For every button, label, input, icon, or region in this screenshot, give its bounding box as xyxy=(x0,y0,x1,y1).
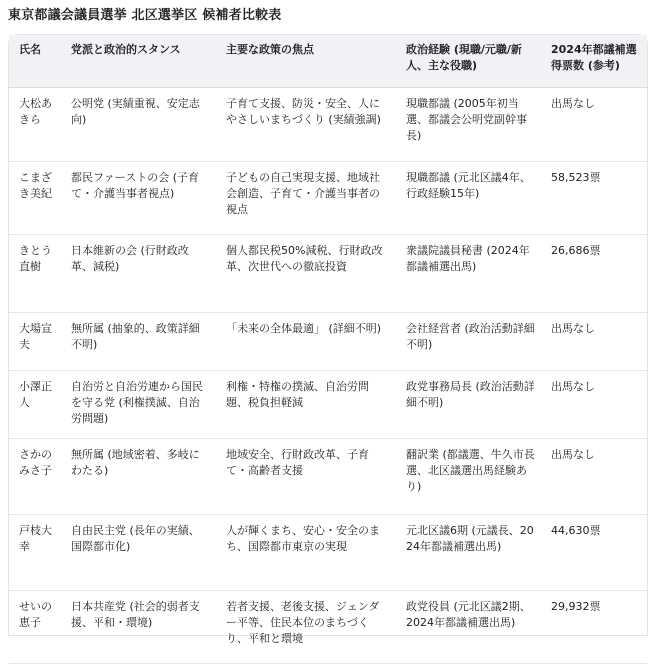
candidate-name: 小澤正人 xyxy=(9,370,61,438)
candidate-experience: 現職都議 (元北区議4年、行政経験15年) xyxy=(396,161,541,234)
candidate-name: せいの恵子 xyxy=(9,590,61,663)
header-2024-votes: 2024年都議補選得票数 (参考) xyxy=(541,35,647,87)
candidate-votes: 出馬なし xyxy=(541,87,647,161)
candidate-policy: 人が輝くまち、安心・安全のまち、国際都市東京の実現 xyxy=(216,514,396,590)
table-row xyxy=(9,370,647,438)
candidate-votes: 58,523票 xyxy=(541,161,647,234)
candidate-name: こまざき美紀 xyxy=(9,161,61,234)
candidate-votes: 26,686票 xyxy=(541,234,647,312)
candidate-party: 都民ファーストの会 (子育て・介護当事者視点) xyxy=(61,161,216,234)
candidate-votes: 29,932票 xyxy=(541,590,647,663)
table-row xyxy=(9,514,647,590)
candidate-party: 日本維新の会 (行財政改革、減税) xyxy=(61,234,216,312)
table-row xyxy=(9,234,647,312)
header-party-stance: 党派と政治的スタンス xyxy=(61,35,216,87)
candidate-policy: 利権・特権の撲滅、自治労問題、税負担軽減 xyxy=(216,370,396,438)
candidate-policy: 子育て支援、防災・安全、人にやさしいまちづくり (実績強調) xyxy=(216,87,396,161)
table-row xyxy=(9,438,647,514)
candidate-party: 日本共産党 (社会的弱者支援、平和・環境) xyxy=(61,590,216,663)
candidate-experience: 会社経営者 (政治活動詳細不明) xyxy=(396,312,541,370)
candidate-name: 大松あきら xyxy=(9,87,61,161)
candidate-policy: 「未来の全体最適」 (詳細不明) xyxy=(216,312,396,370)
candidate-policy: 地域安全、行財政改革、子育て・高齢者支援 xyxy=(216,438,396,514)
candidate-name: きとう直樹 xyxy=(9,234,61,312)
candidate-votes: 出馬なし xyxy=(541,438,647,514)
candidate-experience: 翻訳業 (都議選、牛久市長選、北区議選出馬経験あり) xyxy=(396,438,541,514)
candidate-party: 無所属 (抽象的、政策詳細不明) xyxy=(61,312,216,370)
candidate-party: 公明党 (実績重視、安定志向) xyxy=(61,87,216,161)
candidate-comparison-table xyxy=(8,34,648,645)
table-row xyxy=(9,161,647,234)
table-row xyxy=(9,87,647,161)
table-row xyxy=(9,312,647,370)
candidate-name: さかのみさ子 xyxy=(9,438,61,514)
candidate-experience: 現職都議 (2005年初当選、都議会公明党副幹事長) xyxy=(396,87,541,161)
page-title: 東京都議会議員選挙 北区選挙区 候補者比較表 xyxy=(8,8,282,23)
candidate-party: 無所属 (地域密着、多岐にわたる) xyxy=(61,438,216,514)
candidate-experience: 元北区議6期 (元議長、2024年都議補選出馬) xyxy=(396,514,541,590)
header-political-experience: 政治経験 (現職/元職/新人、主な役職) xyxy=(396,35,541,87)
table-header-row xyxy=(9,35,647,87)
header-policy-focus: 主要な政策の焦点 xyxy=(216,35,396,87)
table-row xyxy=(9,590,647,663)
candidate-party: 自由民主党 (長年の実績、国際都市化) xyxy=(61,514,216,590)
candidate-experience: 衆議院議員秘書 (2024年都議補選出馬) xyxy=(396,234,541,312)
candidate-policy: 子どもの自己実現支援、地域社会創造、子育て・介護当事者の視点 xyxy=(216,161,396,234)
candidate-policy: 若者支援、老後支援、ジェンダー平等、住民本位のまちづくり、平和と環境 xyxy=(216,590,396,663)
candidate-experience: 政党役員 (元北区議2期、2024年都議補選出馬) xyxy=(396,590,541,663)
candidate-name: 大場宣夫 xyxy=(9,312,61,370)
candidate-name: 戸枝大幸 xyxy=(9,514,61,590)
header-name: 氏名 xyxy=(9,35,61,87)
candidate-votes: 出馬なし xyxy=(541,370,647,438)
candidate-policy: 個人都民税50%減税、行財政改革、次世代への徹底投資 xyxy=(216,234,396,312)
candidate-votes: 出馬なし xyxy=(541,312,647,370)
candidate-party: 自治労と自治労連から国民を守る党 (利権撲滅、自治労問題) xyxy=(61,370,216,438)
candidate-experience: 政党事務局長 (政治活動詳細不明) xyxy=(396,370,541,438)
candidate-votes: 44,630票 xyxy=(541,514,647,590)
